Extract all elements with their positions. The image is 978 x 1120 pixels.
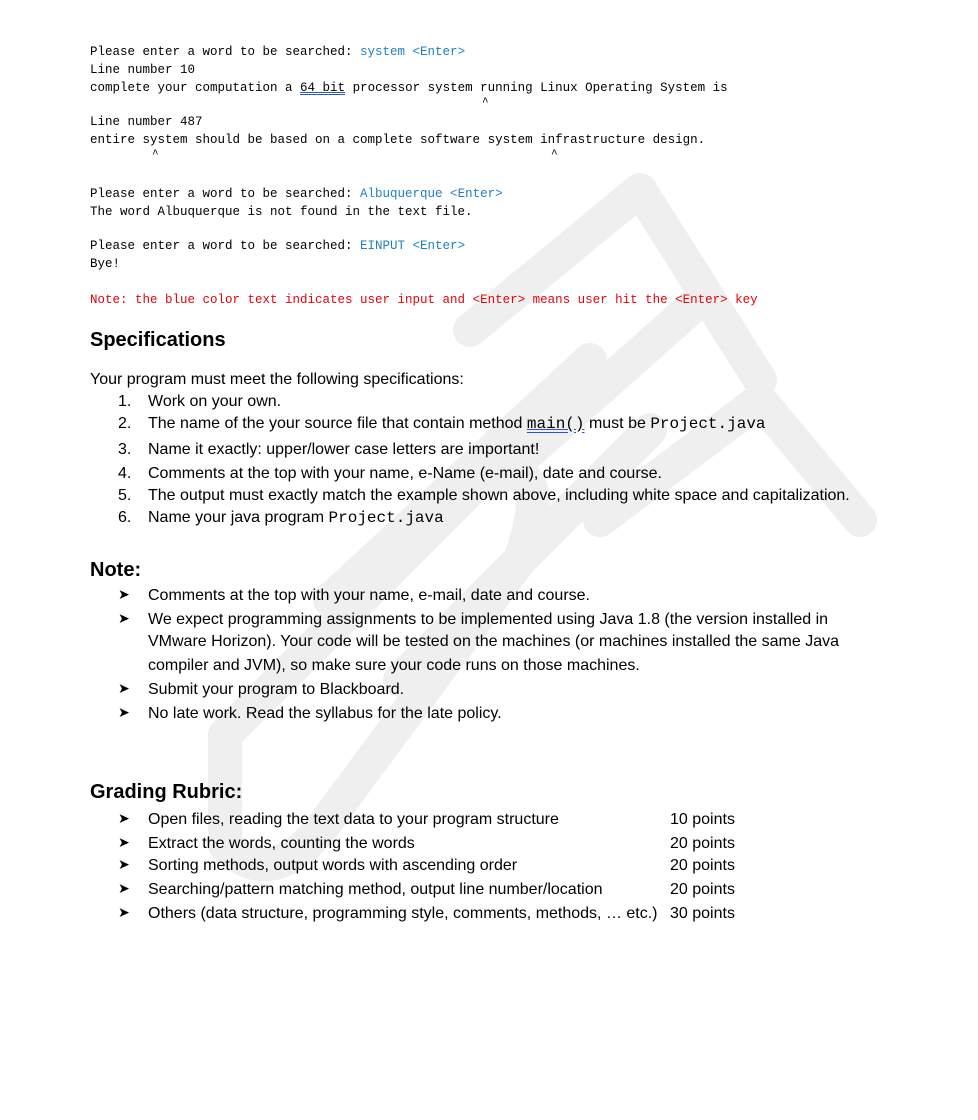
note-item-continued: VMware Horizon). Your code will be tested on the machines (or machines installed the same Java xyxy=(148,633,840,650)
rubric-item-points: 30 points xyxy=(670,905,735,922)
rubric-item-label: Others (data structure, programming style, comments, methods, … etc.) xyxy=(148,905,658,922)
rubric-item-label: Searching/pattern matching method, output line number/location xyxy=(148,881,603,898)
rubric-item-points: 20 points xyxy=(670,835,735,852)
spec-item: 2. xyxy=(118,415,132,432)
line-number-10-label: Line number 10 xyxy=(90,63,196,77)
spec-item-text: The output must exactly match the example shown above, including white space and capitalization. xyxy=(148,487,850,504)
user-input-1: system <Enter> xyxy=(360,45,466,59)
user-input-3: EINPUT <Enter> xyxy=(360,239,466,253)
main-method-code: main() xyxy=(526,415,585,433)
underlined-64-bit: 64 bit xyxy=(300,81,346,95)
transcript-prompt-2: Please enter a word to be searched: Albuquerque <Enter> xyxy=(90,187,503,201)
arrow-bullet-icon: ➤ xyxy=(118,704,130,720)
note-item: Submit your program to Blackboard. xyxy=(148,681,405,698)
not-found-message: The word Albuquerque is not found in the text file. xyxy=(90,205,473,219)
rubric-item-label: Sorting methods, output words with ascending order xyxy=(148,857,518,874)
arrow-bullet-icon: ➤ xyxy=(118,810,130,826)
arrow-bullet-icon: ➤ xyxy=(118,680,130,696)
spec-item: 4. xyxy=(118,465,132,482)
caret-marker: ^ xyxy=(152,149,159,161)
spec-item-text: Comments at the top with your name, e-Name (e-mail), date and course. xyxy=(148,465,662,482)
rubric-item-label: Open files, reading the text data to your program structure xyxy=(148,811,559,828)
caret-marker: ^ xyxy=(482,97,489,109)
rubric-item-points: 20 points xyxy=(670,881,735,898)
arrow-bullet-icon: ➤ xyxy=(118,586,130,602)
bye-message: Bye! xyxy=(90,257,121,271)
spec-item: 1. xyxy=(118,393,132,410)
arrow-bullet-icon: ➤ xyxy=(118,856,130,872)
spec-item: 3. xyxy=(118,441,132,458)
rubric-item-points: 20 points xyxy=(670,857,735,874)
spec-item-text: The name of the your source file that contain method main() must be Project.java xyxy=(148,415,766,433)
project-java-code: Project.java xyxy=(650,415,766,433)
rubric-item-label: Extract the words, counting the words xyxy=(148,835,415,852)
user-input-2: Albuquerque <Enter> xyxy=(360,187,503,201)
spec-item: 5. xyxy=(118,487,132,504)
specifications-heading: Specifications xyxy=(90,329,226,351)
arrow-bullet-icon: ➤ xyxy=(118,834,130,850)
note-item: No late work. Read the syllabus for the late policy. xyxy=(148,705,502,722)
rubric-item-points: 10 points xyxy=(670,811,735,828)
transcript-prompt-3: Please enter a word to be searched: EINPUT <Enter> xyxy=(90,239,466,253)
transcript-prompt-1: Please enter a word to be searched: system <Enter> xyxy=(90,45,466,59)
arrow-bullet-icon: ➤ xyxy=(118,880,130,896)
line-10-text: complete your computation a 64 bit processor system running Linux Operating System is xyxy=(90,81,728,95)
note-heading: Note: xyxy=(90,559,142,581)
spec-item-text: Name it exactly: upper/lower case letters are important! xyxy=(148,441,540,458)
color-note: Note: the blue color text indicates user input and <Enter> means user hit the <Enter> key xyxy=(90,293,758,307)
note-item: We expect programming assignments to be implemented using Java 1.8 (the version installed in xyxy=(148,611,829,628)
note-item-continued: compiler and JVM), so make sure your code runs on those machines. xyxy=(148,657,640,674)
line-number-487-label: Line number 487 xyxy=(90,115,203,129)
project-java-code: Project.java xyxy=(328,509,444,527)
spec-item-text: Work on your own. xyxy=(148,393,282,410)
line-487-text: entire system should be based on a complete software system infrastructure design. xyxy=(90,133,706,147)
spec-item-text: Name your java program Project.java xyxy=(148,509,444,527)
grading-rubric-heading: Grading Rubric: xyxy=(90,781,243,803)
caret-marker: ^ xyxy=(551,149,558,161)
spec-item: 6. xyxy=(118,509,132,526)
note-item: Comments at the top with your name, e-mail, date and course. xyxy=(148,587,590,604)
arrow-bullet-icon: ➤ xyxy=(118,610,130,626)
arrow-bullet-icon: ➤ xyxy=(118,904,130,920)
specifications-intro: Your program must meet the following specifications: xyxy=(90,371,464,388)
